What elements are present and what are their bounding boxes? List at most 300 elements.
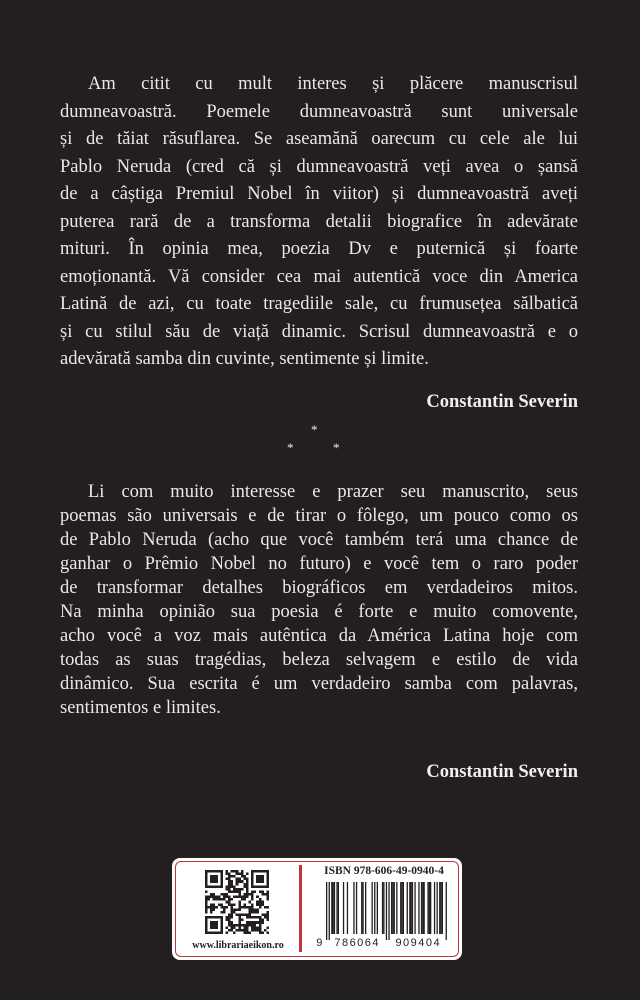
qr-module [266,890,269,893]
qr-module [236,880,239,883]
barcode-bar [388,882,389,940]
qr-module [238,901,241,904]
qr-module [223,906,226,909]
barcode-bar [391,882,392,934]
qr-module [243,931,246,934]
qr-module [259,901,262,904]
qr-module [261,903,264,906]
qr-module [246,924,249,927]
qr-module [264,929,267,932]
qr-module [215,896,218,899]
qr-module [236,873,239,876]
qr-module [246,873,249,876]
qr-module [233,890,236,893]
qr-module [259,924,262,927]
qr-module [241,914,244,917]
barcode-bar [362,882,363,934]
barcode-bar [394,882,395,934]
barcode-bar [347,882,348,934]
qr-module [259,890,262,893]
qr-module [228,898,231,901]
barcode-bar [396,882,397,934]
text-line: și cu stilul său de viață dinamic. Scrisul dumneavoastră e o [60,321,578,342]
barcode-digits: 9 [316,937,324,948]
qr-module [223,911,226,914]
qr-module [238,878,241,881]
qr-module [238,903,241,906]
qr-module [249,916,252,919]
barcode-bar [411,882,412,934]
qr-module [236,883,239,886]
barcode-bar [353,882,354,934]
qr-module [208,898,211,901]
qr-module [251,926,254,929]
qr-module [228,929,231,932]
qr-module [238,929,241,932]
qr-module [225,901,228,904]
barcode-bar [427,882,428,934]
barcode-digits: 909404 [395,937,442,948]
qr-module [246,906,249,909]
qr-module [231,903,234,906]
qr-module [254,890,257,893]
barcode-bar [356,882,357,934]
qr-module [233,875,236,878]
barcode-bar [439,882,440,934]
qr-module [241,924,244,927]
qr-module [254,911,257,914]
qr-module [228,903,231,906]
qr-module [233,908,236,911]
qr-module [246,896,249,899]
qr-module [256,903,259,906]
qr-module [231,929,234,932]
qr-module [259,898,262,901]
qr-module [254,916,257,919]
barcode-bar [382,882,383,934]
qr-module [246,893,249,896]
qr-module [238,924,241,927]
qr-module [246,890,249,893]
qr-module [233,926,236,929]
barcode [316,882,448,948]
qr-module [210,911,213,914]
qr-module [246,883,249,886]
qr-module [238,916,241,919]
qr-module [249,914,252,917]
qr-module [225,885,228,888]
qr-module [225,870,228,873]
qr-module [236,888,239,891]
qr-module [266,893,269,896]
qr-module [259,926,262,929]
qr-module [233,924,236,927]
qr-module [233,888,236,891]
qr-module [228,883,231,886]
qr-module [220,898,223,901]
qr-module [246,931,249,934]
qr-module [228,921,231,924]
qr-module [223,908,226,911]
qr-finder [210,921,218,929]
barcode-bar [424,882,425,934]
text-line: acho você a voz mais autêntica da América Latina hoje com [60,626,578,646]
qr-module [231,885,234,888]
qr-module [231,921,234,924]
barcode-bar [437,882,438,934]
text-line: dumneavoastră. Poemele dumneavoastră sunt universale [60,101,578,122]
qr-module [228,875,231,878]
qr-module [238,880,241,883]
qr-module [243,898,246,901]
qr-code-icon[interactable] [205,870,269,934]
barcode-bar [412,882,413,934]
barcode-bar [386,882,387,940]
qr-module [231,880,234,883]
barcode-bar [401,882,402,934]
qr-module [243,924,246,927]
barcode-bar [338,882,339,934]
qr-module [225,926,228,929]
qr-module [238,893,241,896]
qr-module [261,931,264,934]
qr-module [261,914,264,917]
qr-module [249,908,252,911]
qr-module [256,929,259,932]
qr-module [241,929,244,932]
qr-module [251,890,254,893]
qr-module [246,916,249,919]
qr-module [205,896,208,899]
barcode-bar [336,882,337,934]
qr-module [243,878,246,881]
qr-module [205,898,208,901]
qr-module [251,916,254,919]
qr-module [238,919,241,922]
text-line: poemas são universais e de tirar o fôlego, um pouco como os [60,506,578,526]
qr-module [264,893,267,896]
separator-star: * [311,422,318,437]
qr-module [236,914,239,917]
qr-module [264,914,267,917]
qr-module [246,888,249,891]
qr-module [225,919,228,922]
qr-module [228,890,231,893]
qr-finder [256,875,264,883]
text-line: și de tăiat răsuflarea. Se aseamănă oarecum cu cele ale lui [60,129,578,149]
qr-module [205,908,208,911]
text-line: Na minha opinião sua poesia é forte e muito comovente, [60,602,578,622]
qr-module [215,906,218,909]
qr-module [231,898,234,901]
qr-module [243,893,246,896]
qr-module [243,885,246,888]
qr-module [213,908,216,911]
qr-module [236,908,239,911]
qr-module [264,916,267,919]
qr-module [254,921,257,924]
qr-module [210,893,213,896]
qr-module [261,921,264,924]
qr-module [236,890,239,893]
barcode-bar [430,882,431,934]
barcode-bar [442,882,443,934]
qr-module [218,896,221,899]
qr-module [238,890,241,893]
qr-module [210,903,213,906]
qr-module [210,896,213,899]
qr-module [241,906,244,909]
qr-module [225,878,228,881]
qr-module [241,888,244,891]
qr-module [241,875,244,878]
text-line: mituri. În opinia mea, poezia Dv e puternică și foarte [60,239,578,259]
qr-module [205,903,208,906]
qr-module [251,896,254,899]
text-line: de a câștiga Premiul Nobel în viitor) și dumneavoastră aveți [60,184,578,204]
qr-module [251,929,254,932]
qr-module [251,921,254,924]
qr-module [259,903,262,906]
qr-module [220,906,223,909]
qr-module [243,926,246,929]
qr-module [233,870,236,873]
qr-module [213,893,216,896]
text-line: dinâmico. Sua escrita é um verdadeiro samba com palavras, [60,674,578,694]
barcode-bar [418,882,419,934]
text-line: ganhar o Prêmio Nobel no futuro) e você tem o raro poder [60,554,578,574]
qr-module [243,914,246,917]
qr-module [259,919,262,922]
qr-module [210,906,213,909]
qr-module [254,929,257,932]
qr-module [264,906,267,909]
text-line: Latină de azi, cu toate tragediile sale, cu frumusețea sălbatică [60,294,578,314]
qr-module [228,873,231,876]
qr-module [233,885,236,888]
qr-module [256,901,259,904]
qr-module [236,924,239,927]
qr-module [238,873,241,876]
portuguese-review-paragraph [60,480,578,720]
barcode-bar [377,882,378,934]
qr-module [238,906,241,909]
qr-module [249,921,252,924]
qr-module [241,873,244,876]
qr-module [259,906,262,909]
barcode-bar [446,882,447,940]
qr-module [228,901,231,904]
barcode-bar [403,882,404,934]
qr-module [259,916,262,919]
qr-module [256,916,259,919]
qr-module [259,921,262,924]
barcode-bar [329,882,330,940]
qr-module [233,931,236,934]
qr-module [228,924,231,927]
qr-module [231,883,234,886]
barcode-bar [331,882,332,934]
qr-module [249,931,252,934]
romanian-review-signature: Constantin Severin [426,392,578,412]
qr-module [225,931,228,934]
qr-module [251,908,254,911]
qr-module [225,916,228,919]
qr-module [241,896,244,899]
barcode-bar [372,882,373,934]
qr-module [225,906,228,909]
qr-module [213,903,216,906]
qr-module [205,901,208,904]
qr-module [254,926,257,929]
qr-module [243,903,246,906]
qr-module [228,885,231,888]
qr-module [220,903,223,906]
qr-module [228,896,231,899]
qr-module [238,896,241,899]
qr-module [208,906,211,909]
qr-module [236,929,239,932]
qr-module [241,880,244,883]
qr-module [261,901,264,904]
qr-module [205,911,208,914]
qr-module [208,896,211,899]
qr-module [249,901,252,904]
website-url[interactable]: www.librariaeikon.ro [192,940,284,951]
qr-module [251,906,254,909]
qr-module [220,911,223,914]
barcode-bar [374,882,375,934]
qr-module [236,870,239,873]
qr-module [233,903,236,906]
text-line: puterea rară de a transforma detalii biografice în adevărate [60,211,578,232]
qr-module [236,878,239,881]
qr-module [256,908,259,911]
qr-module [225,893,228,896]
qr-module [231,908,234,911]
qr-module [218,898,221,901]
qr-module [238,921,241,924]
qr-module [228,880,231,883]
qr-module [233,896,236,899]
qr-module [246,926,249,929]
qr-module [256,911,259,914]
qr-module [233,911,236,914]
qr-module [259,931,262,934]
qr-module [251,911,254,914]
barcode-bar [334,882,335,934]
qr-module [213,906,216,909]
isbn-label: ISBN 978-606-49-0940-4 [324,865,444,877]
qr-module [249,906,252,909]
qr-module [249,893,252,896]
qr-module [246,885,249,888]
text-line: Pablo Neruda (cred că și dumneavoastră veți avea o șansă [60,156,578,177]
barcode-bar [429,882,430,934]
qr-module [256,896,259,899]
qr-module [246,880,249,883]
barcode-bar [333,882,334,934]
qr-module [266,926,269,929]
qr-module [225,896,228,899]
qr-module [231,924,234,927]
qr-module [213,898,216,901]
qr-module [236,896,239,899]
qr-module [228,914,231,917]
barcode-digits: 786064 [334,937,381,948]
qr-module [218,903,221,906]
qr-module [249,911,252,914]
barcode-bar [414,882,415,934]
qr-module [249,924,252,927]
qr-module [256,921,259,924]
qr-module [220,893,223,896]
qr-module [213,896,216,899]
barcode-bar [343,882,344,934]
text-line: emoționantă. Vă consider cea mai autentică voce din America [60,266,578,287]
isbn-sticker [172,858,462,960]
qr-module [223,896,226,899]
qr-module [266,931,269,934]
qr-module [210,908,213,911]
barcode-bar [365,882,366,934]
qr-module [254,924,257,927]
separator-star: * [287,440,294,455]
qr-module [238,908,241,911]
qr-module [261,893,264,896]
barcode-bar [361,882,362,934]
qr-module [238,926,241,929]
qr-module [243,883,246,886]
qr-module [238,888,241,891]
text-line: adevărată samba din cuvinte, sentimente și limite. [60,349,429,369]
qr-module [251,903,254,906]
qr-module [246,921,249,924]
qr-module [228,878,231,881]
qr-module [266,911,269,914]
portuguese-review-signature: Constantin Severin [426,762,578,782]
qr-module [266,916,269,919]
qr-module [243,906,246,909]
barcode-bar [434,882,435,934]
qr-module [223,893,226,896]
qr-finder [210,875,218,883]
qr-module [241,870,244,873]
qr-module [251,924,254,927]
text-line: Li com muito interesse e prazer seu manuscrito, seus [88,482,578,502]
qr-module [231,916,234,919]
qr-module [243,929,246,932]
text-line: Am citit cu mult interes și plăcere manuscrisul [88,74,578,94]
qr-module [254,908,257,911]
qr-module [266,898,269,901]
text-line: de transformar detalhes biográficos em verdadeiros mitos. [60,578,578,598]
qr-module [205,906,208,909]
qr-module [241,919,244,922]
qr-module [228,916,231,919]
qr-module [256,926,259,929]
qr-module [243,875,246,878]
qr-module [228,919,231,922]
qr-module [231,890,234,893]
qr-module [231,926,234,929]
barcode-bar [383,882,384,934]
qr-module [231,911,234,914]
qr-module [238,914,241,917]
qr-module [246,929,249,932]
qr-module [261,890,264,893]
qr-module [266,919,269,922]
